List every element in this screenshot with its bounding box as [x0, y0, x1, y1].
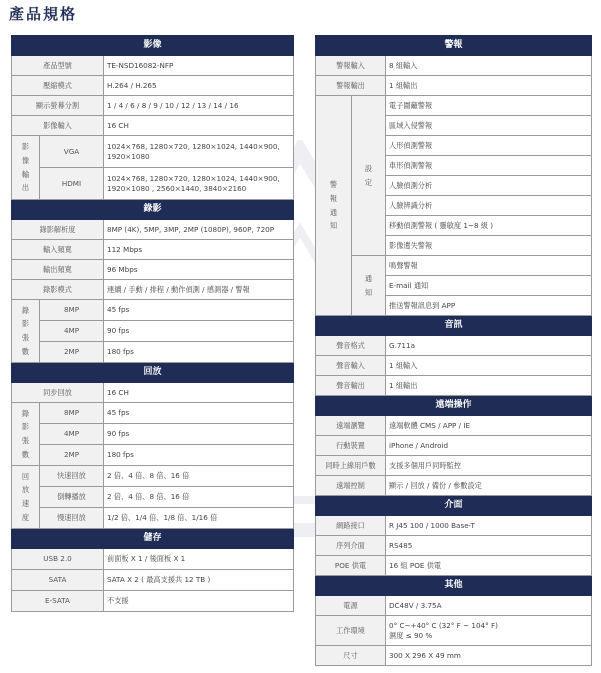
spec-value-line: 1024×768, 1280×720, 1280×1024, 1440×900, [107, 141, 280, 151]
spec-value: 8 組輸入 [386, 56, 592, 76]
spec-value: DC48V / 3.75A [386, 596, 592, 616]
spec-value-line: 濕度 ≤ 90 % [389, 630, 433, 640]
spec-label: 聲音輸出 [316, 376, 386, 396]
section-playback-header: 回放 [12, 363, 294, 383]
section-storage-header: 儲存 [12, 529, 294, 549]
group-label-alarm-notice [352, 256, 386, 316]
spec-label: 8MP [40, 300, 104, 321]
spec-label: 產品型號 [12, 56, 104, 76]
spec-label: 遠端控制 [316, 476, 386, 496]
spec-value: 人臉偵測分析 [386, 176, 592, 196]
spec-value: 移動偵測警報 ( 靈敏度 1~8 級 ) [386, 216, 592, 236]
spec-value: 16 組 POE 供電 [386, 556, 592, 576]
spec-value: 90 fps [104, 424, 294, 445]
group-char: 度 [21, 512, 30, 522]
spec-value: 16 CH [104, 383, 294, 403]
spec-value: 96 Mbps [104, 260, 294, 280]
spec-value: E-mail 通知 [386, 276, 592, 296]
spec-label: SATA [12, 570, 104, 591]
spec-value: R J45 100 / 1000 Base-T [386, 516, 592, 536]
spec-label: 聲音格式 [316, 336, 386, 356]
group-char: 影 [21, 422, 30, 432]
spec-label: 壓縮模式 [12, 76, 104, 96]
group-char: 設 [364, 163, 373, 173]
spec-value: 鳴聲警報 [386, 256, 592, 276]
spec-label: 4MP [40, 424, 104, 445]
spec-value: 人臉辨識分析 [386, 196, 592, 216]
spec-label: 同時上線用戶數 [316, 456, 386, 476]
spec-label: 2MP [40, 445, 104, 466]
group-char: 定 [364, 177, 373, 187]
group-char: 回 [21, 471, 30, 481]
group-char: 影 [21, 319, 30, 329]
spec-value: 2 倍、4 倍、8 倍、16 倍 [104, 487, 294, 508]
spec-value: 90 fps [104, 321, 294, 342]
group-char: 像 [21, 155, 30, 165]
group-char: 知 [329, 221, 338, 231]
spec-value: 2 倍、4 倍、8 倍、16 倍 [104, 466, 294, 487]
spec-value: 180 fps [104, 445, 294, 466]
group-label-playback-speed [12, 466, 40, 529]
spec-label: E-SATA [12, 591, 104, 612]
group-label-video-output [12, 136, 40, 200]
spec-value: 顯示 / 回放 / 備份 / 參數設定 [386, 476, 592, 496]
spec-value: 1 / 4 / 6 / 8 / 9 / 10 / 12 / 13 / 14 / 16 [104, 96, 294, 116]
group-char: 放 [21, 485, 30, 495]
spec-value: 1 組輸出 [386, 376, 592, 396]
spec-label: POE 供電 [316, 556, 386, 576]
section-other-header: 其他 [316, 576, 592, 596]
spec-value: 16 CH [104, 116, 294, 136]
section-video-header: 影像 [12, 36, 294, 56]
spec-label: HDMI [40, 168, 104, 200]
spec-label: 錄影模式 [12, 280, 104, 300]
group-char: 報 [329, 193, 338, 203]
spec-value: 人形偵測警報 [386, 136, 592, 156]
spec-label: 4MP [40, 321, 104, 342]
page-title: 產品規格 [9, 5, 78, 23]
spec-label: 快速回放 [40, 466, 104, 487]
spec-label: 聲音輸入 [316, 356, 386, 376]
spec-value [104, 168, 294, 200]
spec-value-line: 1024×768, 1280×720, 1280×1024, 1440×900, [107, 173, 280, 183]
spec-value: 遠端軟體 CMS / APP / IE [386, 416, 592, 436]
spec-label: 網路接口 [316, 516, 386, 536]
spec-value: TE-NSD16082-NFP [104, 56, 294, 76]
spec-value: 電子圍籬警報 [386, 96, 592, 116]
spec-value: G.711a [386, 336, 592, 356]
group-char: 速 [21, 499, 30, 508]
right-spec-table [315, 35, 592, 666]
spec-label: 輸入頻寬 [12, 240, 104, 260]
spec-value: 300 X 296 X 49 mm [386, 646, 592, 666]
group-char: 張 [21, 333, 30, 342]
spec-label: 警報輸出 [316, 76, 386, 96]
group-char: 錄 [21, 408, 30, 418]
section-interface-header: 介面 [316, 496, 592, 516]
spec-label: 輸出頻寬 [12, 260, 104, 280]
spec-label: 錄影解析度 [12, 220, 104, 240]
spec-value-line: 1920×1080 [107, 151, 150, 161]
section-audio-header: 音訊 [316, 316, 592, 336]
spec-value-line: 0° C~+40° C (32° F ~ 104° F) [389, 620, 498, 630]
group-char: 出 [21, 183, 30, 193]
group-char: 張 [21, 436, 30, 445]
spec-value [104, 136, 294, 168]
group-char: 影 [21, 142, 30, 152]
spec-label: 倒轉播放 [40, 487, 104, 508]
spec-value: 112 Mbps [104, 240, 294, 260]
spec-value: 區域入侵警報 [386, 116, 592, 136]
spec-value: 1 組輸出 [386, 76, 592, 96]
spec-value: 1 組輸入 [386, 356, 592, 376]
spec-value: H.264 / H.265 [104, 76, 294, 96]
spec-label: 序列介面 [316, 536, 386, 556]
spec-value: 支援多個用戶同時監控 [386, 456, 592, 476]
spec-value: RS485 [386, 536, 592, 556]
group-label-alarm-notify [316, 96, 352, 316]
section-alarm-header: 警報 [316, 36, 592, 56]
spec-value: iPhone / Android [386, 436, 592, 456]
group-char: 通 [329, 207, 338, 217]
spec-value: 45 fps [104, 300, 294, 321]
spec-label: 慢速回放 [40, 508, 104, 529]
spec-value: 8MP (4K), 5MP, 3MP, 2MP (1080P), 960P, 720P [104, 220, 294, 240]
section-remote-header: 遠端操作 [316, 396, 592, 416]
spec-label: 2MP [40, 342, 104, 363]
group-char: 知 [364, 287, 373, 297]
group-char: 輸 [21, 169, 30, 179]
spec-value [386, 616, 592, 646]
spec-label: VGA [40, 136, 104, 168]
group-label-playback-fps [12, 403, 40, 466]
group-char: 數 [21, 346, 30, 356]
spec-label: 警報輸入 [316, 56, 386, 76]
spec-label: 尺寸 [316, 646, 386, 666]
group-label-alarm-setting [352, 96, 386, 256]
spec-value: 180 fps [104, 342, 294, 363]
spec-value: 連續 / 手動 / 排程 / 動作偵測 / 感測器 / 警報 [104, 280, 294, 300]
spec-value: 1/2 倍、1/4 倍、1/8 倍、1/16 倍 [104, 508, 294, 529]
spec-label: 電源 [316, 596, 386, 616]
spec-value: 車形偵測警報 [386, 156, 592, 176]
spec-value: SATA X 2 ( 最高支援共 12 TB ) [104, 570, 294, 591]
left-spec-table [11, 35, 294, 612]
spec-value: 不支援 [104, 591, 294, 612]
spec-label: 8MP [40, 403, 104, 424]
group-char: 數 [21, 449, 30, 459]
group-char: 通 [364, 273, 373, 283]
spec-label: 遠端瀏覽 [316, 416, 386, 436]
spec-label: 顯示螢幕分割 [12, 96, 104, 116]
spec-label: 行動裝置 [316, 436, 386, 456]
group-char: 錄 [21, 305, 30, 315]
group-label-record-fps [12, 300, 40, 363]
spec-value: 影像遺失警報 [386, 236, 592, 256]
spec-value: 45 fps [104, 403, 294, 424]
section-record-header: 錄影 [12, 200, 294, 220]
spec-value-line: 1920×1080 , 2560×1440, 3840×2160 [107, 183, 247, 193]
spec-label: 工作環境 [316, 616, 386, 646]
spec-value: 推送警報訊息到 APP [386, 296, 592, 316]
spec-label: 同步回放 [12, 383, 104, 403]
spec-value: 前面板 X 1 / 後面板 X 1 [104, 549, 294, 570]
spec-label: 影像輸入 [12, 116, 104, 136]
spec-label: USB 2.0 [12, 549, 104, 570]
group-char: 警 [329, 180, 338, 190]
